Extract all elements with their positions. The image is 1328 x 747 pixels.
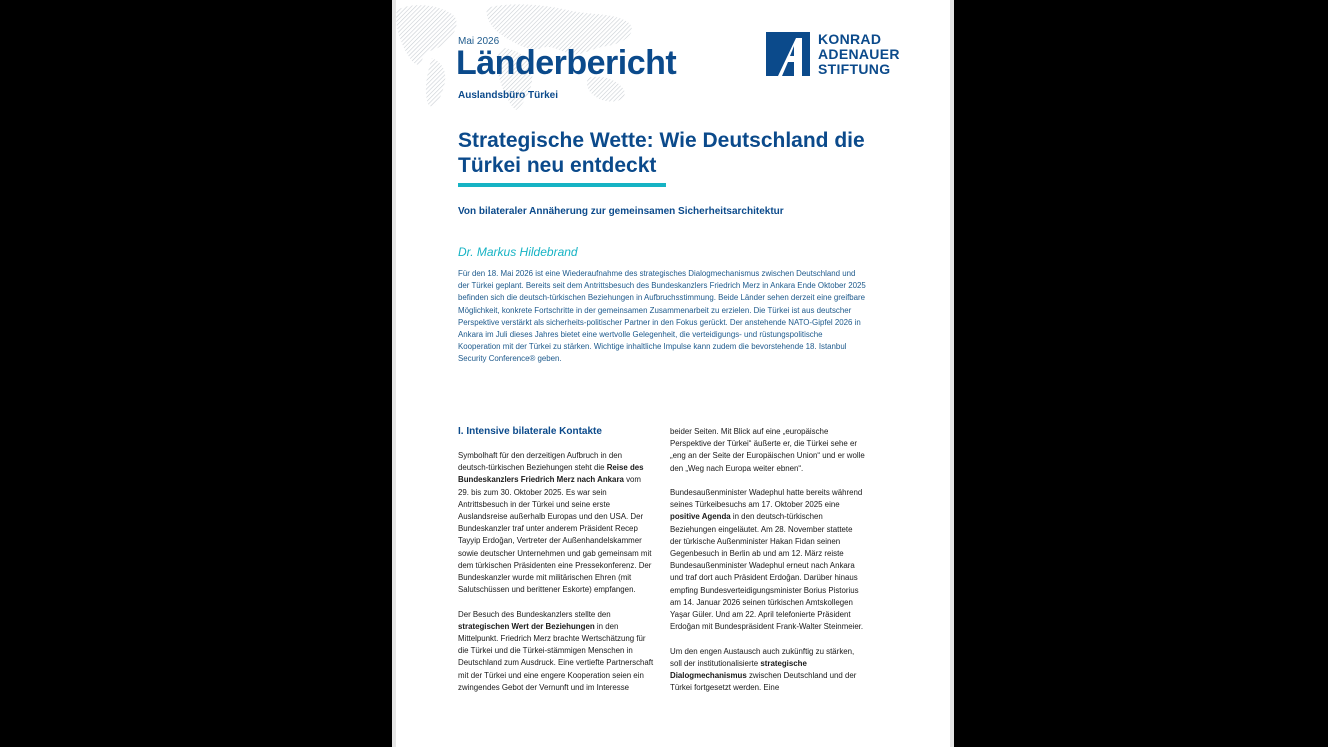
- author-name: Dr. Markus Hildebrand: [458, 245, 578, 259]
- logo-line-1: KONRAD: [818, 31, 882, 47]
- office-name: Auslandsbüro Türkei: [458, 90, 559, 101]
- logo-line-2: ADENAUER: [818, 46, 900, 62]
- document-subtitle: Von bilateraler Annäherung zur gemeinsamen Sicherheitsarchitektur: [458, 206, 784, 217]
- title-underline: [458, 183, 666, 187]
- document-page: [392, 0, 954, 747]
- document-title: Strategische Wette: Wie Deutschland die Türkei neu entdeckt: [458, 129, 865, 177]
- logo-line-3: STIFTUNG: [818, 61, 891, 77]
- abstract-paragraph: Für den 18. Mai 2026 ist eine Wiederaufnahme des strategisches Dialogmechanismus zwischen Deutschland und der Türkei geplant. Bereits seit dem Antrittsbesuch des Bundeskanzlers Friedrich Merz in Ankara Ende Oktober 2025 befinden sich die deutsch-türkischen Beziehungen in Aufbruchsstimmung. Beide Länder sehen derzeit eine greifbare Möglichkeit, konkrete Fortschritte in der gemeinsamen Zusammenarbeit zu erzielen. Die Türkei ist aus deutscher Perspektive verstärkt als sicherheits-politischer Partner in den Fokus gerückt. Der anstehende NATO-Gipfel 2026 in Ankara im Juli dieses Jahres bietet eine wertvolle Gelegenheit, die verteidigungs- und rüstungspolitische Kooperation mit der Türkei zu stärken. Wichtige inhaltliche Impulse kann zudem die bevorstehende 18. Istanbul Security Conference® geben.: [458, 269, 866, 364]
- body-paragraph: Um den engen Austausch auch zukünftig zu stärken, soll der institutionalisierte strategische Dialogmechanismus zwischen Deutschland und der Türkei fortgesetzt werden. Eine: [670, 646, 857, 693]
- body-paragraph: Der Besuch des Bundeskanzlers stellte den strategischen Wert der Beziehungen in den Mittelpunkt. Friedrich Merz brachte Wertschätzung für die Türkei und die Türkei-stämmigen Menschen in Deutschland zum Ausdruck. Eine vertiefte Partnerschaft mit der Türkei und eine engere Kooperation seien ein zwingendes Gebot der Vernunft und im Interesse: [458, 609, 654, 692]
- report-date: Mai 2026: [458, 36, 500, 47]
- page-edge-right: [950, 0, 954, 747]
- text-column-left: [458, 426, 654, 706]
- body-paragraph: Bundesaußenminister Wadephul hatte bereits während seines Türkeibesuchs am 17. Oktober 2025 eine positive Agenda in den deutsch-türkischen Beziehungen eingeläutet. Am 28. November stattete der türkische Außenminister Hakan Fidan seinen Gegenbesuch in Berlin ab und am 12. März reiste Bundesaußenminister Wadephul erneut nach Ankara und traf dort auch Präsident Erdoğan. Darüber hinaus empfing Bundesverteidigungsminister Borius Pistorius am 14. Januar 2026 seinen türkischen Amtskollegen Yaşar Güler. Und am 22. April telefonierte Präsident Erdoğan mit Bundespräsident Frank-Walter Steinmeier.: [670, 488, 864, 632]
- body-paragraph: Symbolhaft für den derzeitigen Aufbruch in den deutsch-türkischen Beziehungen steht die Reise des Bundeskanzlers Friedrich Merz nach Ankara vom 29. bis zum 30. Oktober 2025. Es war sein Antrittsbesuch in der Türkei und seine erste Auslandsreise außerhalb Europas und den USA. Der Bundeskanzler traf unter anderem Präsident Recep Tayyip Erdoğan, Vertreter der Außenhandelskammer sowie deutscher Unternehmen und gab gemeinsam mit dem türkischen Präsidenten eine Pressekonferenz. Der Bundeskanzler wurde mit militärischen Ehren (mit Salutschüssen und berittener Eskorte) empfangen.: [458, 451, 652, 595]
- section-heading: I. Intensive bilaterale Kontakte: [458, 426, 602, 437]
- kas-logo-wordmark: [818, 32, 900, 77]
- text-column-right: [670, 426, 866, 707]
- page-edge-left: [392, 0, 396, 747]
- body-paragraph: beider Seiten. Mit Blick auf eine „europäische Perspektive der Türkei“ äußerte er, die Türkei sehe er „eng an der Seite der Europäischen Union“ und er wolle den „Weg nach Europa weiter ebnen“.: [670, 427, 865, 473]
- kas-logo: [766, 32, 916, 78]
- report-type-title: Länderbericht: [456, 44, 677, 82]
- kas-logo-mark-icon: [766, 32, 810, 76]
